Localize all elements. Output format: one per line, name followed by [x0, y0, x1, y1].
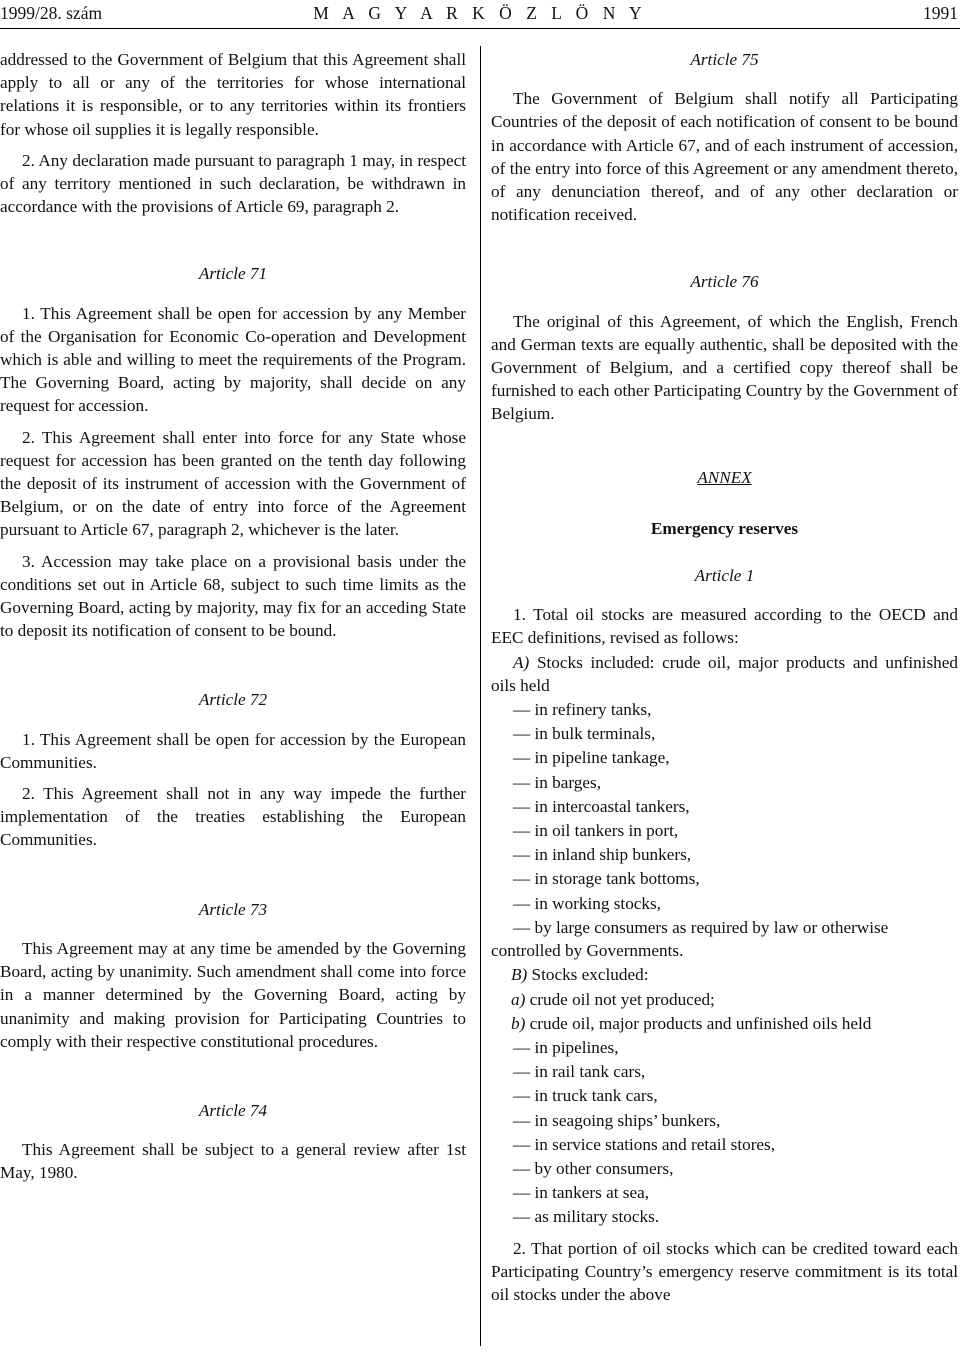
- list-item: — in service stations and retail stores,: [513, 1134, 776, 1154]
- paragraph: The original of this Agreement, of which the English, French and German texts are equally authentic, shall be deposited with the Government of Belgium, and a certified copy thereof shall be furnished to each other Participating Country by the Government of Belgium.: [491, 311, 958, 424]
- article-75-title: Article 75: [690, 50, 759, 69]
- paragraph: 3. Accession may take place on a provisional basis under the conditions set out in Article 68, subject to such time limits as the Governing Board, acting by majority, may fix for an acceding State to deposit its notification of consent to be bound.: [0, 551, 466, 641]
- page-header: [0, 0, 960, 29]
- list-item: — in truck tank cars,: [513, 1086, 658, 1106]
- paragraph: This Agreement shall be subject to a general review after 1st May, 1980.: [0, 1140, 466, 1183]
- annex-heading: Emergency reserves: [650, 518, 799, 538]
- list-item: — as military stocks.: [513, 1207, 660, 1227]
- page-number: 1991: [923, 3, 958, 23]
- section-b: [491, 963, 958, 986]
- article-71-title: Article 71: [198, 264, 268, 284]
- list-item: — in barges,: [513, 772, 601, 792]
- list-item: — in pipelines,: [513, 1037, 619, 1057]
- sub-item-a-text: crude oil not yet produced;: [529, 989, 715, 1009]
- issue-number: 1999/28. szám: [0, 3, 103, 23]
- list-item: — in intercoastal tankers,: [513, 796, 690, 816]
- paragraph: addressed to the Government of Belgium that this Agreement shall apply to all or any of the territories for whose international relations it is responsible, or to any territories within its frontiers for whose oil supplies it is legally responsible.: [0, 50, 466, 139]
- sub-item-b-label: b): [511, 1013, 526, 1033]
- list-item: — in rail tank cars,: [513, 1062, 646, 1082]
- section-a-label: A): [513, 652, 530, 672]
- list-item: — in bulk terminals,: [513, 724, 656, 744]
- sub-item-a-label: a): [511, 989, 526, 1009]
- paragraph: 2. This Agreement shall not in any way impede the further implementation of the treaties establishing the European Communities.: [0, 784, 466, 850]
- list-item: — in storage tank bottoms,: [513, 869, 700, 889]
- section-b-label: B): [511, 965, 528, 985]
- paragraph: 2. This Agreement shall enter into force for any State whose request for accession has been granted on the tenth day following the deposit of its instrument of accession with the Government of Belgium, or on the date of entry into force of the Agreement pursuant to Article 67, paragraph 2, whichever is the later.: [0, 427, 466, 540]
- right-column: [491, 48, 958, 1314]
- paragraph: 1. Total oil stocks are measured according to the OECD and EEC definitions, revised as follows:: [491, 605, 958, 648]
- paragraph: 1. This Agreement shall be open for accession by the European Communities.: [0, 729, 466, 772]
- column-divider: [480, 46, 481, 1346]
- list-item: — in refinery tanks,: [513, 700, 652, 720]
- sub-item-b-text: crude oil, major products and unfinished oils held: [529, 1013, 872, 1033]
- list-item: — by other consumers,: [513, 1158, 674, 1178]
- article-74-title: Article 74: [198, 1100, 268, 1120]
- article-73-title: Article 73: [198, 899, 268, 919]
- annex-title: ANNEX: [697, 467, 752, 487]
- list-item: — in inland ship bunkers,: [513, 845, 692, 865]
- section-a-text: Stocks included: crude oil, major products and unfinished oils held: [491, 652, 958, 695]
- paragraph: 2. Any declaration made pursuant to paragraph 1 may, in respect of any territory mentioned in such declaration, be withdrawn in accordance with the provisions of Article 69, paragraph 2.: [0, 150, 466, 217]
- list-item: — in pipeline tankage,: [513, 748, 670, 768]
- sub-item-b: [491, 1012, 958, 1035]
- article-72-title: Article 72: [198, 690, 268, 710]
- sub-item-a: [491, 988, 958, 1011]
- paragraph: 2. That portion of oil stocks which can be credited toward each Participating Country’s emergency reserve commitment is its total oil stocks under the above: [491, 1238, 958, 1304]
- list-item: — in seagoing ships’ bunkers,: [513, 1110, 721, 1130]
- paragraph: This Agreement may at any time be amended by the Governing Board, acting by unanimity. Such amendment shall come into force in a manner determined by the Governing Board, acting by unanimity and making provision for Participating Countries to comply with their respective constitutional procedures.: [0, 938, 466, 1051]
- article-76-title: Article 76: [690, 272, 759, 292]
- list-item: — in tankers at sea,: [513, 1183, 650, 1203]
- list-item: — in working stocks,: [513, 893, 661, 913]
- list-item: — by large consumers as required by law or otherwise controlled by Governments.: [491, 917, 889, 961]
- paragraph: 1. This Agreement shall be open for accession by any Member of the Organisation for Economic Co-operation and Development which is able and willing to meet the requirements of the Program. The Governing Board, acting by majority, shall decide on any request for accession.: [0, 303, 466, 416]
- journal-title: M A G Y A R K Ö Z L Ö N Y: [313, 3, 647, 23]
- left-column: [0, 48, 466, 1193]
- section-b-text: Stocks excluded:: [531, 965, 649, 985]
- article-1-title: Article 1: [694, 566, 755, 586]
- list-item: — in oil tankers in port,: [513, 821, 679, 841]
- section-a: [491, 651, 958, 697]
- paragraph: The Government of Belgium shall notify all Participating Countries of the deposit of each notification of consent to be bound in accordance with Article 67, and of each instrument of accession, of the entry into force of this Agreement or any amendment thereto, of any denunciation thereof, and of any other declaration or notification received.: [491, 89, 958, 225]
